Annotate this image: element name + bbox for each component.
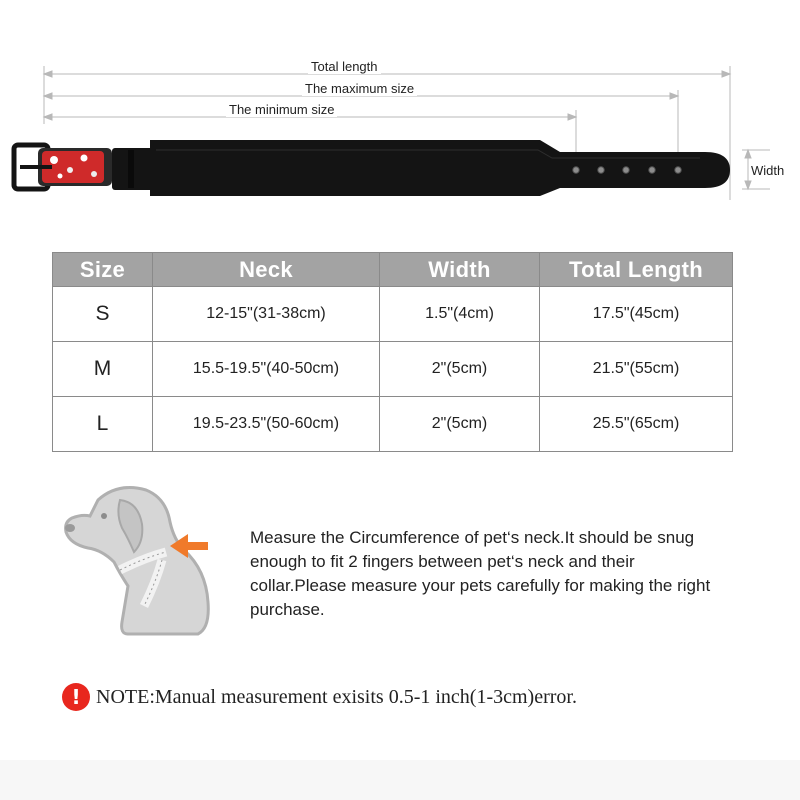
collar-buckle <box>14 145 154 190</box>
measurement-instruction: Measure the Circumference of pet‘s neck.It should be snug enough to fit 2 fingers between pet‘s neck and their collar.Please measure your pets carefully for making the right purchase. <box>250 528 711 619</box>
size-cell: M <box>53 342 153 397</box>
min-size-label: The minimum size <box>226 102 337 117</box>
header-total-length: Total Length <box>540 253 733 287</box>
header-size: Size <box>53 253 153 287</box>
max-size-label: The maximum size <box>302 81 417 96</box>
collar-dimension-drawing <box>0 0 800 215</box>
collar-diagram <box>0 0 800 215</box>
header-width: Width <box>380 253 540 287</box>
table-header-row <box>53 253 733 287</box>
dog-silhouette-icon <box>58 478 228 648</box>
bottom-band <box>0 760 800 800</box>
note-text: NOTE:Manual measurement exisits 0.5-1 inch(1-3cm)error. <box>96 685 577 708</box>
table-row <box>53 342 733 397</box>
width-label: Width <box>751 163 785 178</box>
collar-strap <box>150 140 730 196</box>
table-row <box>53 287 733 342</box>
header-neck: Neck <box>153 253 380 287</box>
note <box>62 681 782 713</box>
neck-cell: 19.5-23.5"(50-60cm) <box>153 397 380 452</box>
total-length-cell: 17.5"(45cm) <box>540 287 733 342</box>
total-length-cell: 21.5"(55cm) <box>540 342 733 397</box>
width-cell: 1.5"(4cm) <box>380 287 540 342</box>
total-length-label: Total length <box>308 59 381 74</box>
size-cell: S <box>53 287 153 342</box>
width-cell: 2"(5cm) <box>380 342 540 397</box>
neck-cell: 12-15"(31-38cm) <box>153 287 380 342</box>
size-table <box>52 252 733 452</box>
exclamation-circle-icon: ! <box>62 683 90 711</box>
dog-neck-measure-illustration <box>58 478 228 648</box>
neck-cell: 15.5-19.5"(40-50cm) <box>153 342 380 397</box>
total-length-cell: 25.5"(65cm) <box>540 397 733 452</box>
width-cell: 2"(5cm) <box>380 397 540 452</box>
table-row <box>53 397 733 452</box>
size-cell: L <box>53 397 153 452</box>
